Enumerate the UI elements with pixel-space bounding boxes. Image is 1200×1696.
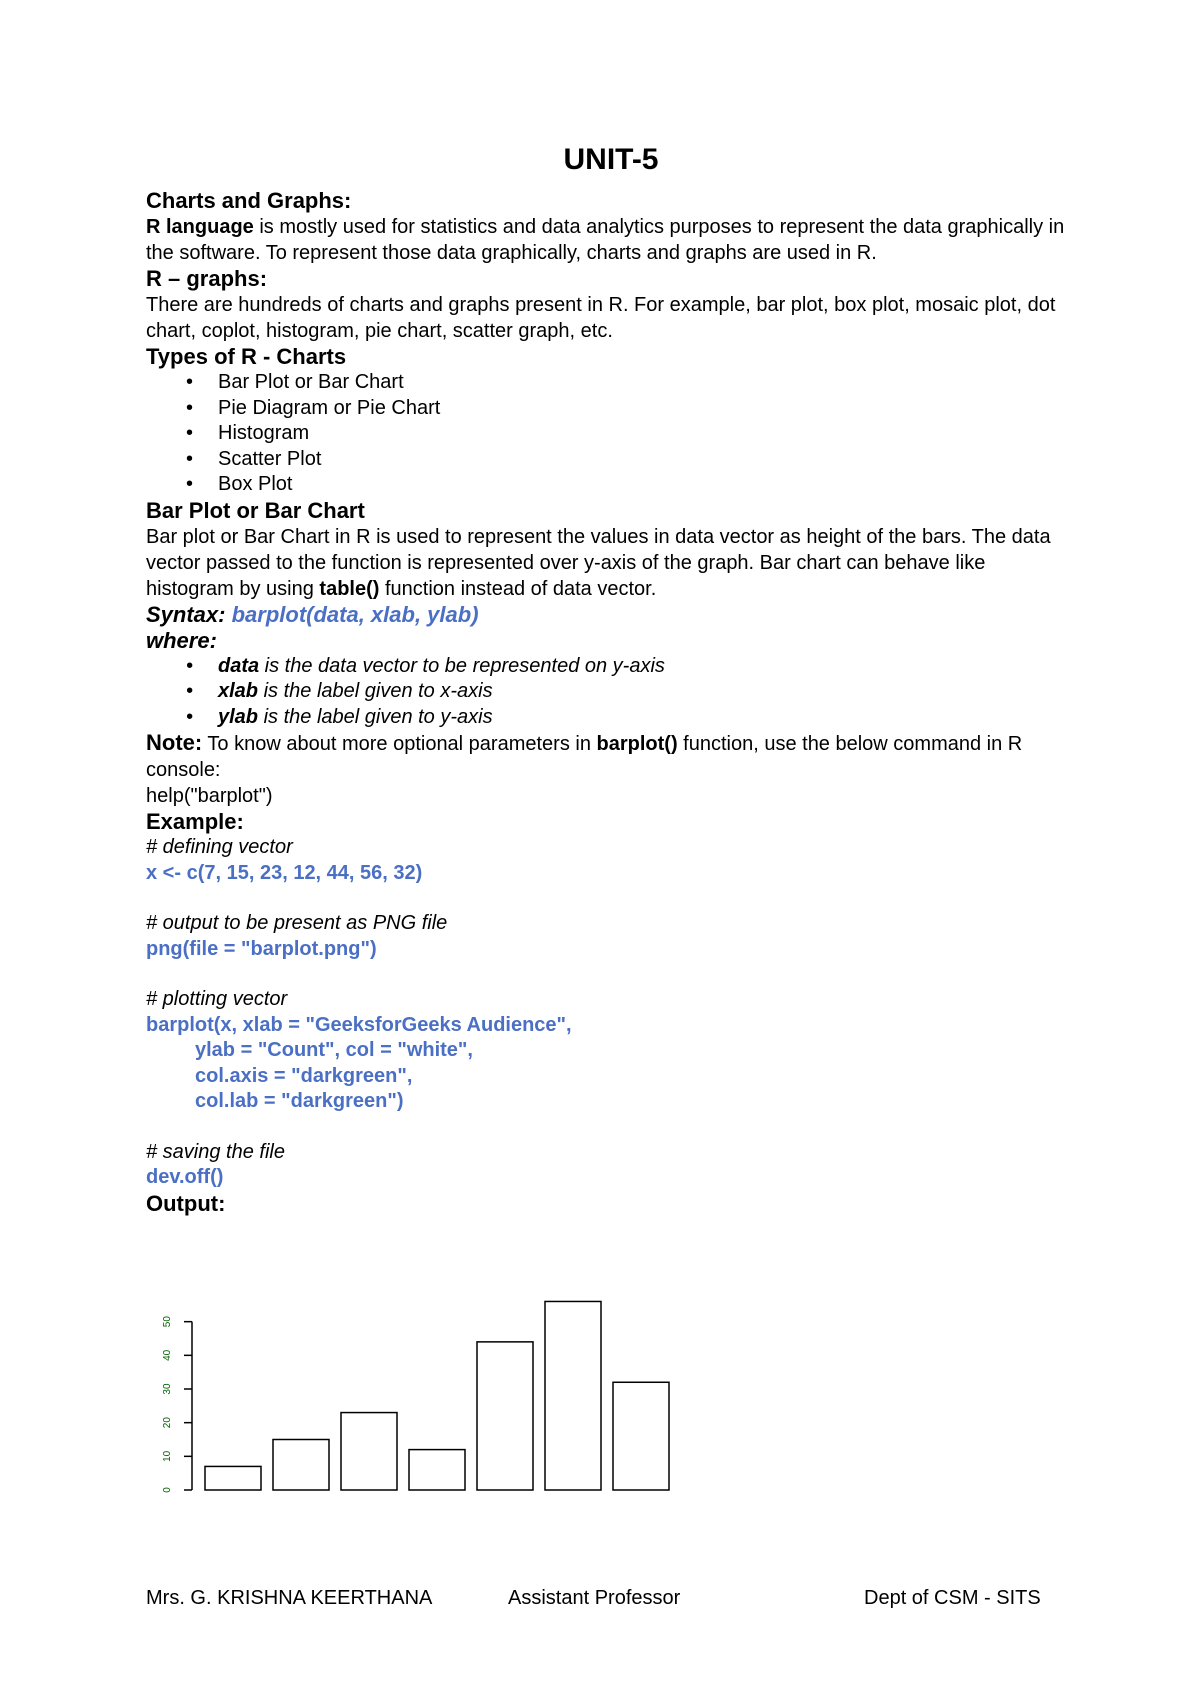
param-name: ylab [218,705,259,728]
footer-dept: Dept of CSM - SITS [864,1587,1041,1609]
y-tick-label: 30 [162,1383,173,1395]
bar [613,1382,669,1490]
param-desc: is the label given to x-axis [258,680,493,702]
code-comment: # plotting vector [146,988,288,1010]
heading-output: Output: [146,1190,226,1216]
heading-charts-graphs: Charts and Graphs: [146,188,352,213]
intro-paragraph [146,214,1076,266]
list-item: • Box Plot [218,472,1076,498]
list-item: • Histogram [218,421,1076,447]
param-name: data [218,654,260,677]
list-item [218,705,1076,731]
page-title: UNIT-5 [563,143,659,176]
code-comment: # output to be present as PNG file [146,912,448,934]
list-item [218,679,1076,705]
barplot-output [130,1280,750,1530]
where-label: where: [146,627,217,653]
note-text-b: function, use the below command in R console: [146,733,1023,781]
code-line: col.lab = "darkgreen") [195,1090,404,1112]
code-line: ylab = "Count", col = "white", [195,1039,473,1061]
graphs-paragraph: There are hundreds of charts and graphs present in R. For example, bar plot, box plot, mosaic plot, dot chart, coplot, histogram, pie chart, scatter graph, etc. [146,294,1056,342]
param-name: xlab [218,680,259,702]
barplot-chart [130,1280,750,1530]
footer-author: Mrs. G. KRISHNA KEERTHANA [146,1587,433,1609]
footer-role: Assistant Professor [508,1587,681,1609]
barplot-function-term: barplot() [596,733,678,755]
code-line: col.axis = "darkgreen", [195,1064,413,1087]
table-function-term: table() [319,577,380,600]
bar [409,1450,465,1490]
bar [477,1342,533,1490]
code-comment: # saving the file [146,1140,285,1163]
note-paragraph [146,730,1076,783]
code-line: png(file = "barplot.png") [146,937,377,960]
syntax-code: barplot(data, xlab, ylab) [231,601,479,627]
bar [205,1466,261,1490]
y-tick-label: 50 [162,1316,173,1328]
y-tick-label: 40 [162,1349,173,1361]
syntax-label: Syntax: [146,601,232,627]
code-comment: # defining vector [146,836,293,858]
y-tick-label: 20 [162,1417,173,1429]
syntax-line [146,602,1076,628]
intro-text: is mostly used for statistics and data analytics purposes to represent the data graphically in the software. To represent those data graphically, charts and graphs are used in R. [146,216,1065,264]
heading-types: Types of R - Charts [146,344,347,369]
param-desc: is the label given to y-axis [258,705,493,728]
note-text-a: To know about more optional parameters in [202,733,597,755]
list-item [218,654,1076,680]
bar [341,1413,397,1490]
note-label: Note: [146,730,203,755]
bar-plot-text-b: function instead of data vector. [379,577,657,600]
list-item: • Pie Diagram or Pie Chart [218,396,1076,422]
heading-r-graphs: R – graphs: [146,266,268,291]
y-tick-label: 10 [162,1450,173,1462]
code-line: dev.off() [146,1166,224,1188]
y-tick-label: 0 [162,1487,173,1493]
bar-plot-text-a: Bar plot or Bar Chart in R is used to represent the values in data vector as height of the bars. The data vector passed to the function is represented over y-axis of the graph. Bar chart can behave like histogram by using [146,525,1051,600]
help-command: help("barplot") [146,785,273,807]
list-item: • Scatter Plot [218,447,1076,473]
list-item: • Bar Plot or Bar Chart [218,370,1076,396]
params-list [146,654,1076,731]
param-desc: is the data vector to be represented on y-axis [259,654,665,677]
heading-bar-plot: Bar Plot or Bar Chart [146,497,365,523]
code-line: x <- c(7, 15, 23, 12, 44, 56, 32) [146,861,423,884]
r-language-term: R language [146,216,254,238]
code-line: barplot(x, xlab = "GeeksforGeeks Audience", [146,1013,572,1036]
chart-types-list [146,370,1076,498]
bar [545,1301,601,1490]
heading-example: Example: [146,809,244,834]
bar-plot-paragraph [146,524,1076,602]
bar [273,1440,329,1491]
document-body [146,142,1076,1217]
